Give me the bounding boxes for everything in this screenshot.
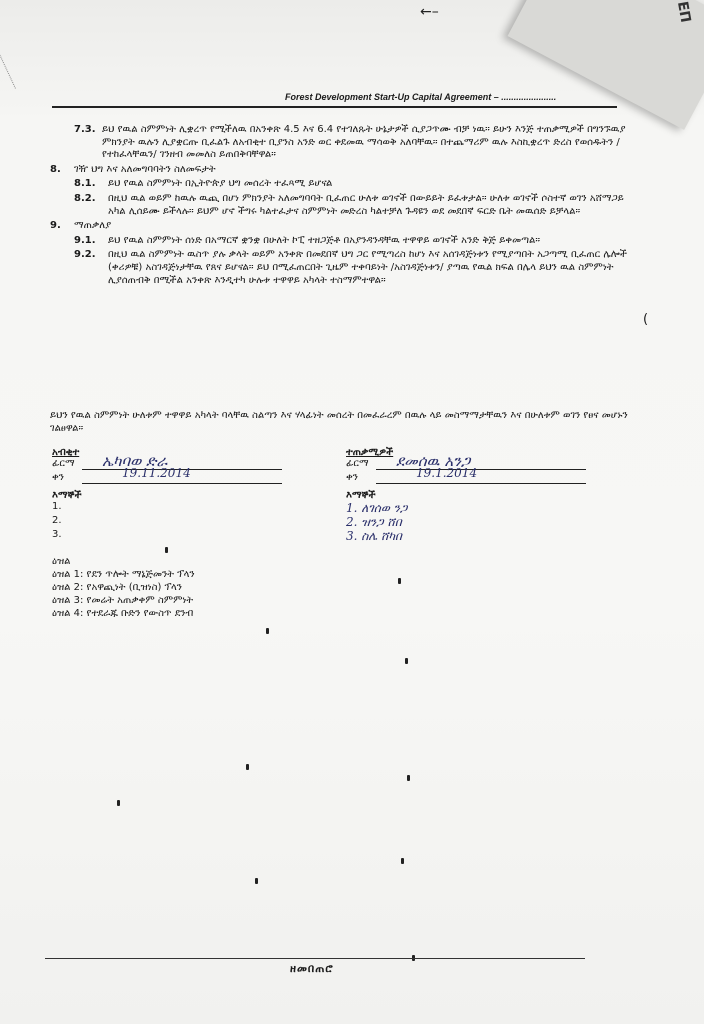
witnesses-heading: እማኞች — [52, 490, 82, 501]
folded-corner — [508, 0, 704, 130]
clause-text: በዚህ ዉል ስምምነት ዉስጥ ያሉ ቃላት ወይም አንቀጽ በመደበኛ ህግ ጋር የሚጣረስ ከሆነ እና አሰገዳጅነቱን የሚያጣበት አጋጣሚ ቢፈጠር ሌሎች (ቀሪዎቹ) አስገዳጅነታቸዉ የጸና ይሆናል። ይህ በሚፈጠርበት ጊዜም ተቀባይነት /አስገዳጅነቱን/ ያጣዉ የዉል ክፍል በሌላ ይህን ዉል ስምምነት ሊያሰጠብቅ በሚችል አንቀጽ እንዲተካ ሁሉቱ ተዋዋይ አካላት ተስማምተዋል። — [108, 249, 627, 286]
witness-line: 2. ዝንጋ ሸበ — [346, 515, 402, 529]
date-label: ቀን — [52, 472, 64, 483]
annex-item: ዕዝል 3: የመሬት አጠቃቀም ስምምነት — [52, 595, 194, 606]
clause-9-2 — [50, 249, 630, 287]
handwritten-date: 19.1.2014 — [416, 466, 478, 480]
corner-text: ЕП — [673, 0, 694, 24]
section-heading: ገዥ ህግ እና አለመግባባትን ስለመፍታት — [74, 163, 216, 175]
clause-number: 9.1. — [74, 234, 96, 246]
annex-item: ዕዝል 4: የተደራጁ ቡድን የውስጥ ደንብ — [52, 608, 194, 619]
clause-8-1 — [50, 178, 630, 191]
date-rule — [376, 483, 586, 484]
document-header-title: Forest Development Start-Up Capital Agreement – ...................... — [285, 92, 557, 102]
date-line — [52, 466, 282, 486]
agreement-body — [50, 124, 630, 287]
clause-number: 8.1. — [74, 178, 96, 190]
signature-block-left — [52, 447, 282, 543]
witness-line: 1. — [52, 501, 62, 512]
scan-speck — [407, 775, 410, 781]
witnesses-heading: እማኞች — [346, 490, 376, 501]
section-8-heading — [50, 164, 630, 177]
signature-block-right — [346, 447, 586, 543]
signatory-heading: ተጠቃሚዎች — [346, 447, 394, 458]
signatory-heading: አብቂተ — [52, 447, 80, 458]
footer-rule — [45, 958, 585, 959]
scan-speck — [255, 878, 258, 884]
date-rule — [82, 483, 282, 484]
handwritten-signature: ኤካባወ ድራ — [102, 452, 168, 470]
header-rule — [52, 106, 617, 108]
scan-artifact — [0, 31, 21, 88]
handwritten-signature: ደመሰዉ አንጋ — [396, 452, 471, 470]
clause-number: 9. — [50, 220, 61, 232]
clause-9-1 — [50, 235, 630, 248]
closing-statement: ይህን የዉል ስምምነት ሁለቱም ተዋዋይ አካላት ባላቸዉ ስልጣን እና ሃላፊነት መሰረት በመፈራረም በዉሉ ላይ መስማማታቸዉን እና በሁለቱም ወገን የፀና መሆኑን ገልፀዋል። — [50, 410, 628, 434]
witness-line: 1. ለገሰወ ንጋ — [346, 501, 408, 515]
page-number: ዘመበጠሮ — [290, 962, 334, 975]
clause-text: በዚህ ዉል ወይም ከዉሉ ዉጪ በሆነ ምክንያት አለመግባባት ቢፈጠር ሁለቱ ወገኖች በውይይት ይፈቱታል። ሁለቱ ወገኖች ሶስተኛ ወገን አሸማጋይ አካል ሊሰይሙ ይችላሉ። ይህም ሆኖ ችግሩ ካልተፈታና ስምምነት መድረስ ካልተቻለ ጉዳዩን ወደ መደበኛ ፍርድ ቤት መዉሰድ ይቻላል። — [108, 192, 624, 217]
clause-7-3 — [50, 124, 630, 162]
annex-heading: ዕዝል — [52, 556, 71, 567]
witness-line: 3. — [52, 529, 62, 540]
signature-label: ፊርማ — [52, 458, 75, 469]
scan-speck — [246, 764, 249, 770]
annex-item: ዕዝል 1: የደን ጥሎት ማኔጅመንት ፕላን — [52, 569, 195, 580]
signature-label: ፊርማ — [346, 458, 369, 469]
clause-number: 9.2. — [74, 249, 96, 261]
handwritten-date: 19.11.2014 — [122, 466, 191, 480]
section-9-heading — [50, 220, 630, 233]
scan-speck — [401, 858, 404, 864]
clause-text: ይህ የዉል ስምምነት ሰነድ በአማርኛ ቋንቋ በሁለት ኮፒ ተዘጋጅቶ በአያንዳንዳቸዉ ተዋዋይ ወገኖች አንድ ቅጅ ይቀመጣል። — [108, 234, 541, 246]
clause-number: 8. — [50, 163, 61, 175]
annex-item: ዕዝል 2: የአዋጪነት (ቢዝነስ) ፕላን — [52, 582, 182, 593]
clause-text: ይህ የዉል ስምምነት ሊቋረጥ የሚችለዉ በአንቀጽ 4.5 እና 6.4 የተገለጹት ሁኔታዎች ሲያጋጥሙ ብቻ ነዉ። ይሁን እንጅ ተጠቃሚዎች በግንኙዉያ ምክንያት ዉሉን ሊያቋርጡ ቢፈልጉ ለአብቂተ ቢያንስ አንድ ወር ቀደመዉ ማሳወቅ አለባቸዉ። በተጨማሪም ዉሉ እስኪቋረጥ ድረስ የወሰዱትን /የተከፈላቸዉን/ ገንዘብ መመለስ ይጠበቅባቸዋል። — [102, 124, 626, 161]
clause-text: ይህ የዉል ስምምነት በኢትዮጵያ ህግ መሰረት ተፈጻሚ ይሆናል — [108, 178, 333, 190]
clause-8-2 — [50, 193, 630, 218]
date-line — [346, 466, 586, 486]
annex-list — [52, 555, 195, 620]
scan-speck — [405, 658, 408, 664]
witness-line: 3. ስሌ ሸካበ — [346, 529, 402, 543]
scan-speck — [165, 547, 168, 553]
top-mark: ←– — [420, 4, 439, 20]
section-heading: ማጠቃለያ — [74, 220, 112, 232]
scan-speck — [398, 578, 401, 584]
scan-speck — [117, 800, 120, 806]
clause-number: 8.2. — [74, 192, 96, 204]
witness-line: 2. — [52, 515, 62, 526]
scan-speck — [266, 628, 269, 634]
margin-mark: ( — [643, 312, 649, 327]
date-label: ቀን — [346, 472, 358, 483]
clause-number: 7.3. — [74, 124, 96, 135]
